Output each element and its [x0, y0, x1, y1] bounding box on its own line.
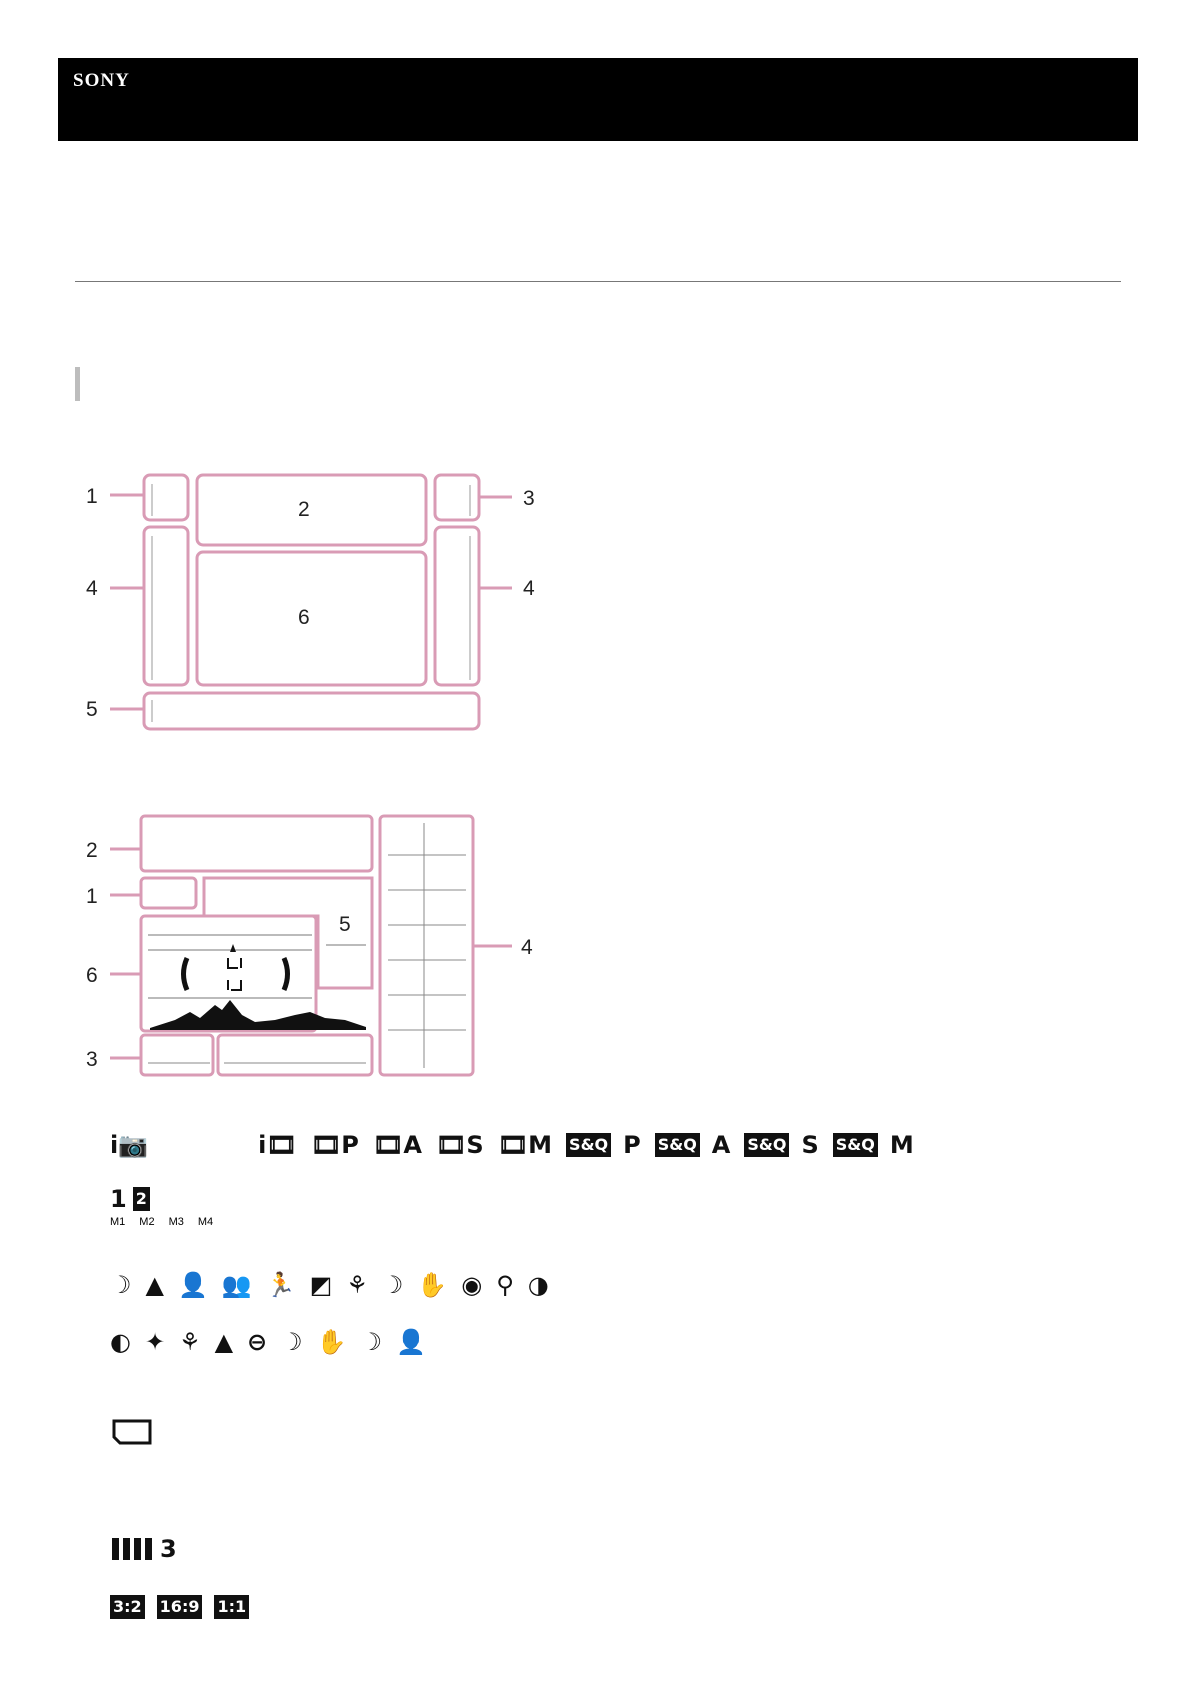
label-6: 6	[298, 606, 310, 629]
landscape-icon: ▲	[145, 1271, 164, 1299]
label-6: 6	[86, 964, 98, 987]
area-3a-box	[141, 1035, 213, 1075]
aspect-1-1-icon: 1:1	[214, 1595, 249, 1619]
night-portrait-2-icon: ☽	[360, 1328, 383, 1356]
battery-icon-row	[110, 1532, 191, 1566]
sq-p-label: P	[623, 1131, 641, 1159]
movie-auto-icon: i🎞	[258, 1131, 297, 1159]
battery-number: 3	[160, 1535, 177, 1563]
battery-level-icon	[110, 1534, 160, 1564]
aspect-16-9-icon: 16:9	[157, 1595, 203, 1619]
spotlight-icon: ⚲	[496, 1271, 514, 1299]
sq-s-icon: S&Q	[744, 1133, 789, 1157]
area-2-box	[141, 816, 372, 871]
number-1-icon: 1	[110, 1185, 127, 1213]
portrait-scene-icon: ◐	[110, 1328, 131, 1356]
number-2-icon: 2	[133, 1187, 150, 1211]
screen-layout-diagram-1	[86, 475, 535, 729]
label-3: 3	[523, 487, 535, 510]
sq-a-label: A	[711, 1131, 731, 1159]
movie-m-icon: 🎞M	[497, 1131, 553, 1159]
low-light-icon: ◑	[527, 1271, 549, 1299]
landscape-scene-icon: ▲	[214, 1328, 234, 1356]
macro-icon: ⚘	[346, 1271, 368, 1299]
intelligent-auto-icon: i📷	[110, 1131, 149, 1159]
scene-icons-row	[110, 1268, 563, 1302]
memory-card-icon	[110, 1417, 154, 1447]
sports-icon: ✦	[144, 1328, 166, 1356]
handheld-twilight-2-icon: ✋	[316, 1328, 347, 1356]
screen-layout-diagram-2	[86, 816, 533, 1075]
sony-logo: SONY	[73, 70, 130, 91]
sq-s-label: S	[801, 1131, 819, 1159]
area-6-box	[197, 552, 426, 685]
memory-4-icon: M4	[197, 1216, 214, 1228]
memory-3-icon: M3	[168, 1216, 184, 1228]
area-1-box	[144, 475, 188, 520]
sq-p-icon: S&Q	[566, 1133, 611, 1157]
aspect-ratio-icons-row	[110, 1590, 261, 1624]
memory-1-icon: M1	[110, 1216, 126, 1228]
label-4-right: 4	[523, 577, 535, 600]
label-1: 1	[86, 485, 98, 508]
memory-icons-row	[110, 1210, 227, 1234]
area-2-box	[197, 475, 426, 545]
label-2: 2	[86, 839, 98, 862]
media-icon-row	[110, 1415, 154, 1449]
sq-m-icon: S&Q	[833, 1133, 878, 1157]
area-1-box	[141, 878, 196, 908]
action-icon: 🏃	[265, 1271, 296, 1299]
area-3b-box	[218, 1035, 372, 1075]
night-scene-2-icon: ☽	[281, 1328, 303, 1356]
sunset-icon: ⊖	[247, 1328, 268, 1356]
memory-2-icon: M2	[139, 1216, 155, 1228]
movie-p-icon: 🎞P	[310, 1131, 359, 1159]
sq-m-label: M	[889, 1131, 914, 1159]
label-5: 5	[339, 913, 351, 936]
macro-scene-icon: ⚘	[179, 1328, 201, 1356]
label-4: 4	[521, 936, 533, 959]
portrait-icon: 👥	[221, 1271, 252, 1299]
aspect-3-2-icon: 3:2	[110, 1595, 145, 1619]
movie-s-icon: 🎞S	[435, 1131, 484, 1159]
handheld-twilight-icon: ✋	[417, 1271, 448, 1299]
backlight-portrait-icon: 👤	[177, 1271, 208, 1299]
area-4-right-box	[435, 527, 479, 685]
label-1: 1	[86, 885, 98, 908]
label-2: 2	[298, 498, 310, 521]
area-5-box	[144, 693, 479, 729]
scene-selection-icons-row	[110, 1325, 440, 1359]
area-4-left-box	[144, 527, 188, 685]
shooting-mode-icons-row	[110, 1128, 928, 1162]
face-icon: ◉	[461, 1271, 483, 1299]
label-4-left: 4	[86, 577, 98, 600]
night-portrait-icon: ☽	[381, 1271, 404, 1299]
label-5: 5	[86, 698, 98, 721]
label-3: 3	[86, 1048, 98, 1071]
sq-a-icon: S&Q	[655, 1133, 700, 1157]
area-3-box	[435, 475, 479, 520]
night-scene-icon: ☽	[110, 1271, 132, 1299]
movie-a-icon: 🎞A	[372, 1131, 422, 1159]
anti-motion-blur-icon: 👤	[396, 1328, 426, 1356]
backlight-icon: ◩	[309, 1271, 333, 1299]
